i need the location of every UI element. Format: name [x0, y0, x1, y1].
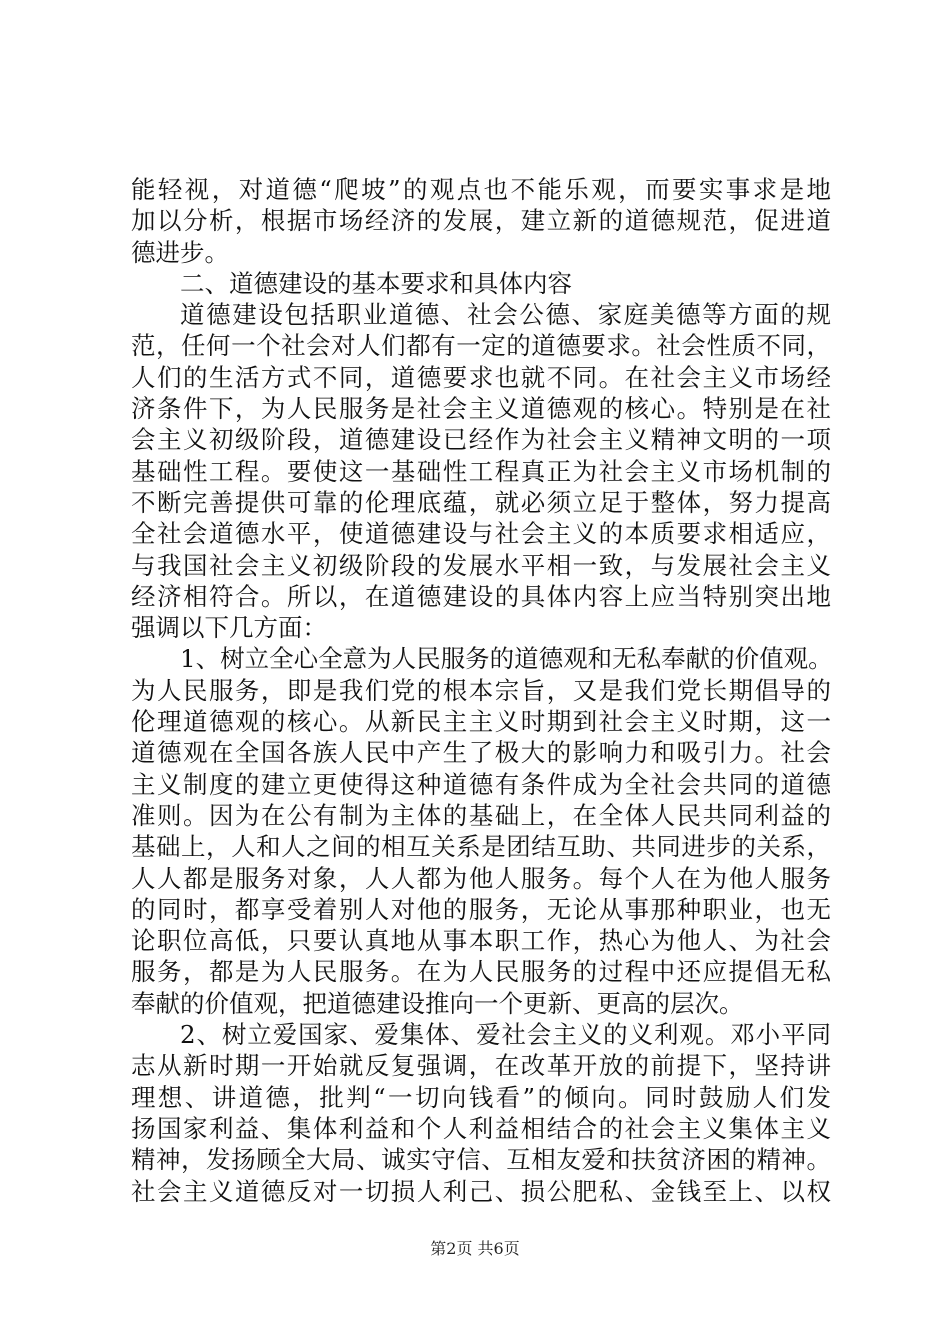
text-line: 基础上，人和人之间的相互关系是团结互助、共同进步的关系，	[131, 832, 831, 862]
text-line: 全社会道德水平，使道德建设与社会主义的本质要求相适应，	[131, 519, 831, 549]
text-line: 主义制度的建立更使得这种道德有条件成为全社会共同的道德	[131, 769, 831, 799]
text-line: 的同时，都享受着别人对他的服务，无论从事那种职业，也无	[131, 894, 831, 924]
text-line: 济条件下，为人民服务是社会主义道德观的核心。特别是在社	[131, 394, 831, 424]
text-line: 精神，发扬顾全大局、诚实守信、互相友爱和扶贫济困的精神。	[131, 1145, 831, 1175]
text-line: 社会主义道德反对一切损人利己、损公肥私、金钱至上、以权	[131, 1176, 831, 1206]
text-line: 人人都是服务对象，人人都为他人服务。每个人在为他人服务	[131, 863, 831, 893]
text-line: 论职位高低，只要认真地从事本职工作，热心为他人、为社会	[131, 926, 831, 956]
text-line: 德进步。	[131, 237, 229, 267]
text-line: 加以分析，根据市场经济的发展，建立新的道德规范，促进道	[131, 206, 831, 236]
text-line: 扬国家利益、集体利益和个人利益相结合的社会主义集体主义	[131, 1113, 831, 1143]
text-line: 服务，都是为人民服务。在为人民服务的过程中还应提倡无私	[131, 957, 831, 987]
text-line: 强调以下几方面：	[131, 613, 327, 643]
text-line: 经济相符合。所以，在道德建设的具体内容上应当特别突出地	[131, 581, 831, 611]
text-line: 伦理道德观的核心。从新民主主义时期到社会主义时期，这一	[131, 707, 831, 737]
text-line: 能轻视，对道德“爬坡”的观点也不能乐观，而要实事求是地	[131, 175, 831, 204]
text-line: 基础性工程。要使这一基础性工程真正为社会主义市场机制的	[131, 456, 831, 486]
text-line: 2、树立爱国家、爱集体、爱社会主义的义利观。邓小平同	[180, 1020, 831, 1050]
text-line: 理想、讲道德，批判“一切向钱看”的倾向。同时鼓励人们发	[131, 1082, 831, 1112]
text-line: 会主义初级阶段，道德建设已经作为社会主义精神文明的一项	[131, 425, 831, 455]
text-line: 二、道德建设的基本要求和具体内容	[180, 268, 572, 298]
text-line: 志从新时期一开始就反复强调，在改革开放的前提下，坚持讲	[131, 1051, 831, 1081]
text-line: 道德观在全国各族人民中产生了极大的影响力和吸引力。社会	[131, 738, 831, 768]
text-line: 与我国社会主义初级阶段的发展水平相一致，与发展社会主义	[131, 550, 831, 580]
text-line: 1、树立全心全意为人民服务的道德观和无私奉献的价值观。	[180, 644, 833, 674]
text-line: 人们的生活方式不同，道德要求也就不同。在社会主义市场经	[131, 362, 831, 392]
page-footer: 第2页 共6页	[430, 1239, 520, 1258]
text-line: 范，任何一个社会对人们都有一定的道德要求。社会性质不同，	[131, 331, 831, 361]
text-line: 奉献的价值观，把道德建设推向一个更新、更高的层次。	[131, 988, 744, 1018]
text-line: 为人民服务，即是我们党的根本宗旨，又是我们党长期倡导的	[131, 675, 831, 705]
text-line: 准则。因为在公有制为主体的基础上，在全体人民共同利益的	[131, 800, 831, 830]
text-line: 不断完善提供可靠的伦理底蕴，就必须立足于整体，努力提高	[131, 487, 831, 517]
document-body	[131, 174, 831, 1207]
text-line: 道德建设包括职业道德、社会公德、家庭美德等方面的规	[180, 300, 831, 330]
